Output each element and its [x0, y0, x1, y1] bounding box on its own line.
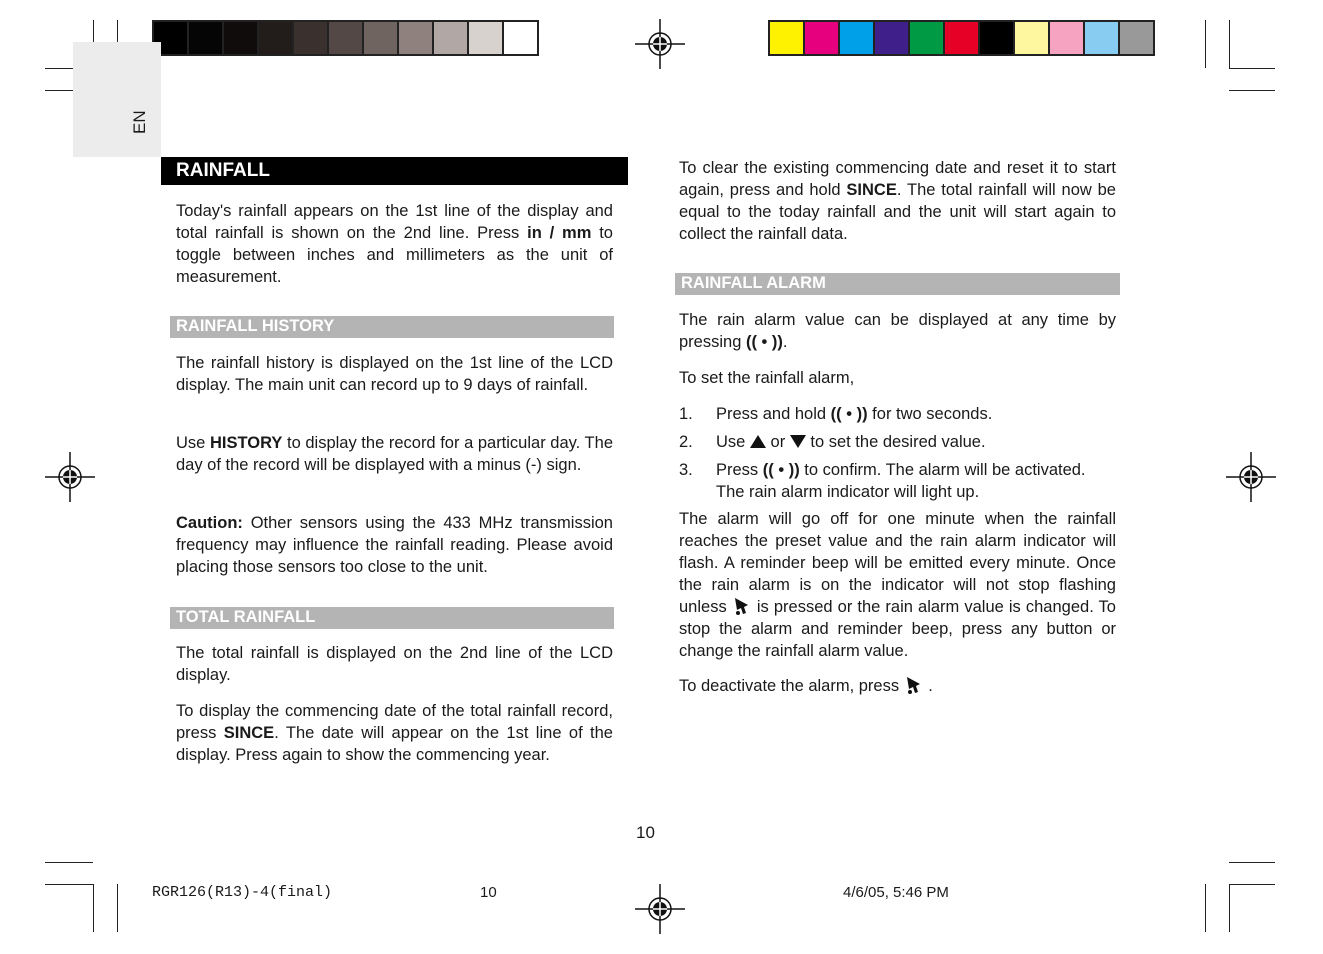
footer-filename: RGR126(R13)-4(final) [152, 884, 333, 901]
section-heading-rainfall-history: RAINFALL HISTORY [170, 316, 614, 338]
section-heading-rainfall-alarm: RAINFALL ALARM [675, 273, 1120, 295]
language-tab [73, 42, 161, 157]
clear-paragraph: To clear the existing commencing date and reset it to start again, press and hold SINCE. The total rainfall will now be equal to the today rainfall and the unit will start again to collect the rainfall data. [679, 159, 1116, 243]
deactivate-paragraph: To deactivate the alarm, press . [679, 677, 933, 695]
history-paragraph-1: The rainfall history is displayed on the 1st line of the LCD display. The main unit can record up to 9 days of rainfall. [176, 354, 613, 394]
crop-mark [117, 884, 118, 932]
crop-mark [45, 884, 93, 885]
total-paragraph-2: To display the commencing date of the total rainfall record, press SINCE. The date will appear on the 1st line of the display. Press again to show the commencing year. [176, 702, 613, 764]
alarm-paragraph-2: To set the rainfall alarm, [679, 369, 855, 387]
color-swatch [1120, 22, 1153, 54]
color-swatch [1015, 22, 1048, 54]
color-swatch [224, 22, 257, 54]
crop-mark [1229, 90, 1275, 91]
history-paragraph-2: Use HISTORY to display the record for a particular day. The day of the record will be displayed with a minus (-) sign. [176, 434, 613, 474]
list-item: 3. Press (( • )) to confirm. The alarm will be activated. The rain alarm indicator will light up. [679, 461, 1086, 501]
color-swatch [1085, 22, 1118, 54]
down-arrow-icon [790, 435, 806, 448]
color-swatch [399, 22, 432, 54]
crop-mark [1229, 884, 1230, 932]
gray-swatch-bar [152, 20, 539, 56]
color-swatch [945, 22, 978, 54]
crop-mark [93, 884, 94, 932]
up-arrow-icon [750, 435, 766, 448]
section-heading-total-rainfall: TOTAL RAINFALL [170, 607, 614, 629]
color-swatch [840, 22, 873, 54]
rainfall-intro: Today's rainfall appears on the 1st line of the display and total rainfall is shown on the 2nd line. Press in / mm to toggle between inches and millimeters as the unit of measurement. [176, 202, 613, 286]
list-item: 1. Press and hold (( • )) for two seconds. [679, 405, 993, 423]
color-swatch [910, 22, 943, 54]
registration-mark-icon [1226, 452, 1276, 502]
crop-mark [1205, 884, 1206, 932]
alarm-bell-icon [904, 675, 924, 695]
crop-mark [1229, 862, 1275, 863]
total-paragraph-1: The total rainfall is displayed on the 2nd line of the LCD display. [176, 644, 613, 684]
list-item: 2. Use or to set the desired value. [679, 433, 986, 451]
color-swatch [189, 22, 222, 54]
crop-mark [1229, 68, 1275, 69]
color-swatch [434, 22, 467, 54]
color-swatch [1050, 22, 1083, 54]
caution-paragraph: Caution: Other sensors using the 433 MHz transmission frequency may influence the rainfall reading. Please avoid placing those sensors too close to the unit. [176, 514, 613, 576]
color-swatch [294, 22, 327, 54]
color-swatch [469, 22, 502, 54]
page-number: 10 [636, 823, 655, 842]
crop-mark [1205, 20, 1206, 68]
alarm-steps-list [679, 403, 1116, 503]
color-swatch [980, 22, 1013, 54]
alarm-paragraph-1: The rain alarm value can be displayed at any time by pressing (( • )). [679, 311, 1116, 351]
alarm-bell-icon [732, 596, 752, 616]
crop-mark [1229, 884, 1275, 885]
crop-mark [45, 862, 93, 863]
color-swatch [329, 22, 362, 54]
alarm-paragraph-3: The alarm will go off for one minute when the rainfall reaches the preset value and the rain alarm indicator will flash. A reminder beep will be emitted every minute. Once the rain alarm is on the indicator will not stop flashing unless is pressed or the rain alarm value is changed. To stop the alarm and reminder beep, press any button or change the rainfall alarm value. [679, 510, 1116, 660]
color-swatch [805, 22, 838, 54]
color-swatch [770, 22, 803, 54]
registration-mark-icon [635, 884, 685, 934]
color-swatch [259, 22, 292, 54]
footer-date: 4/6/05, 5:46 PM [843, 884, 949, 901]
color-swatch [504, 22, 537, 54]
registration-mark-icon [635, 19, 685, 69]
language-label: EN [130, 110, 149, 134]
footer-page: 10 [480, 884, 497, 901]
section-title-rainfall: RAINFALL [161, 157, 628, 185]
color-swatch-bar [768, 20, 1155, 56]
color-swatch [875, 22, 908, 54]
color-swatch [364, 22, 397, 54]
registration-mark-icon [45, 452, 95, 502]
crop-mark [1229, 20, 1230, 68]
